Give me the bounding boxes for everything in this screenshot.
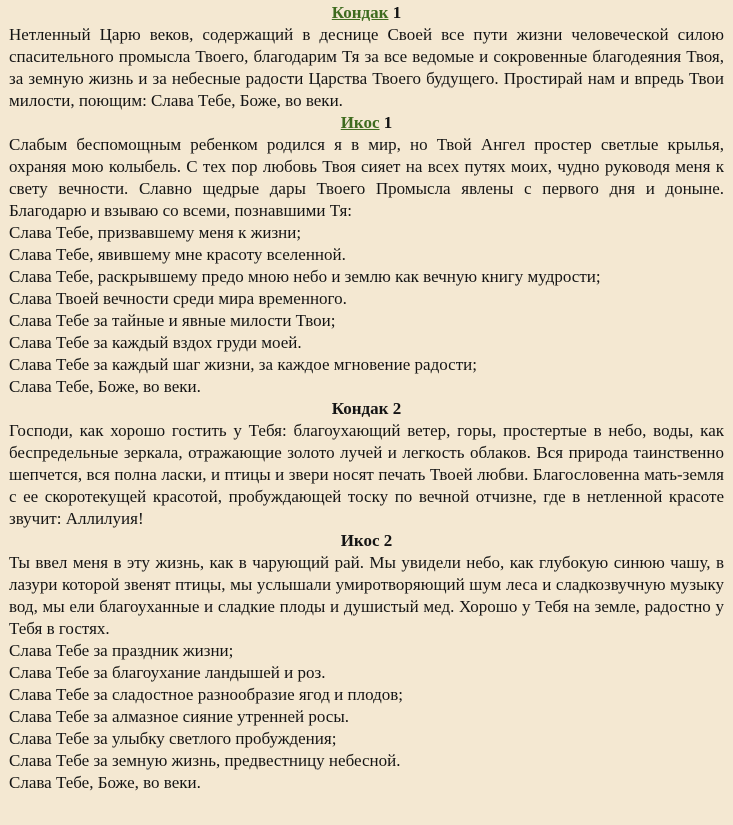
ikos-1-heading bbox=[9, 112, 724, 134]
ikos-1-line: Слава Тебе, явившему мне красоту вселенной. bbox=[9, 245, 346, 264]
ikos-2-line: Слава Тебе за земную жизнь, предвестницу небесной. bbox=[9, 751, 401, 770]
ikos-1-number: 1 bbox=[383, 113, 393, 132]
ikos-2-title: Икос bbox=[340, 531, 380, 550]
kondak-1-number: 1 bbox=[392, 3, 402, 22]
kondak-1-text: Нетленный Царю веков, содержащий в деснице Своей все пути жизни человеческой силою спасительного промысла Твоего, благодарим Тя за все ведомые и сокровенные благодеяния Твоя, за земную жизнь и за небесные радости Царства Твоего будущего. Простирай нам и впредь Твои милости, поющим: Слава Тебе, Боже, во веки. bbox=[9, 25, 724, 110]
ikos-2-text: Ты ввел меня в эту жизнь, как в чарующий рай. Мы увидели небо, как глубокую синюю чашу, в лазури которой звенят птицы, мы услышали умиротворяющий шум леса и сладкозвучную музыку вод, мы ели благоуханные и сладкие плоды и душистый мед. Хорошо у Тебя на земле, радостно у Тебя в гостях. bbox=[9, 553, 724, 638]
kondak-1-heading bbox=[9, 2, 724, 24]
kondak-2-title: Кондак bbox=[331, 399, 389, 418]
kondak-2-heading bbox=[9, 398, 724, 420]
ikos-2-line: Слава Тебе, Боже, во веки. bbox=[9, 773, 201, 792]
kondak-2-text: Господи, как хорошо гостить у Тебя: благоухающий ветер, горы, простертые в небо, воды, как беспредельные зеркала, отражающие золото лучей и легкость облаков. Вся природа таинственно шепчется, вся полна ласки, и птицы и звери носят печать Твоей любви. Благословенна мать-земля с ее скоротекущей красотой, пробуждающей тоску по вечной отчизне, где в нетленной красоте звучит: Аллилуия! bbox=[9, 421, 724, 528]
ikos-1-line: Слава Тебе, Боже, во веки. bbox=[9, 377, 201, 396]
ikos-2-number: 2 bbox=[383, 531, 393, 550]
ikos-1-line: Слава Тебе за каждый вздох груди моей. bbox=[9, 333, 302, 352]
ikos-2-line: Слава Тебе за улыбку светлого пробуждения; bbox=[9, 729, 337, 748]
ikos-2-line: Слава Тебе за алмазное сияние утренней росы. bbox=[9, 707, 350, 726]
ikos-1-line: Слава Твоей вечности среди мира временного. bbox=[9, 289, 347, 308]
kondak-2-number: 2 bbox=[392, 399, 402, 418]
ikos-1-line: Слава Тебе за каждый шаг жизни, за каждое мгновение радости; bbox=[9, 355, 477, 374]
ikos-1-link[interactable]: Икос bbox=[340, 113, 380, 132]
kondak-1-link[interactable]: Кондак bbox=[331, 3, 389, 22]
ikos-1-text: Слабым беспомощным ребенком родился я в мир, но Твой Ангел простер светлые крылья, охраняя мою колыбель. С тех пор любовь Твоя сияет на всех путях моих, чудно руководя меня к свету вечности. Славно щедрые дары Твоего Промысла явлены с первого дня и доныне. Благодарю и взываю со всеми, познавшими Тя: bbox=[9, 135, 724, 220]
ikos-1-line: Слава Тебе, призвавшему меня к жизни; bbox=[9, 223, 302, 242]
ikos-1-line: Слава Тебе за тайные и явные милости Твои; bbox=[9, 311, 336, 330]
ikos-2-line: Слава Тебе за благоухание ландышей и роз. bbox=[9, 663, 326, 682]
ikos-2-line: Слава Тебе за сладостное разнообразие ягод и плодов; bbox=[9, 685, 403, 704]
ikos-2-heading bbox=[9, 530, 724, 552]
ikos-1-line: Слава Тебе, раскрывшему предо мною небо и землю как вечную книгу мудрости; bbox=[9, 267, 601, 286]
ikos-2-line: Слава Тебе за праздник жизни; bbox=[9, 641, 234, 660]
